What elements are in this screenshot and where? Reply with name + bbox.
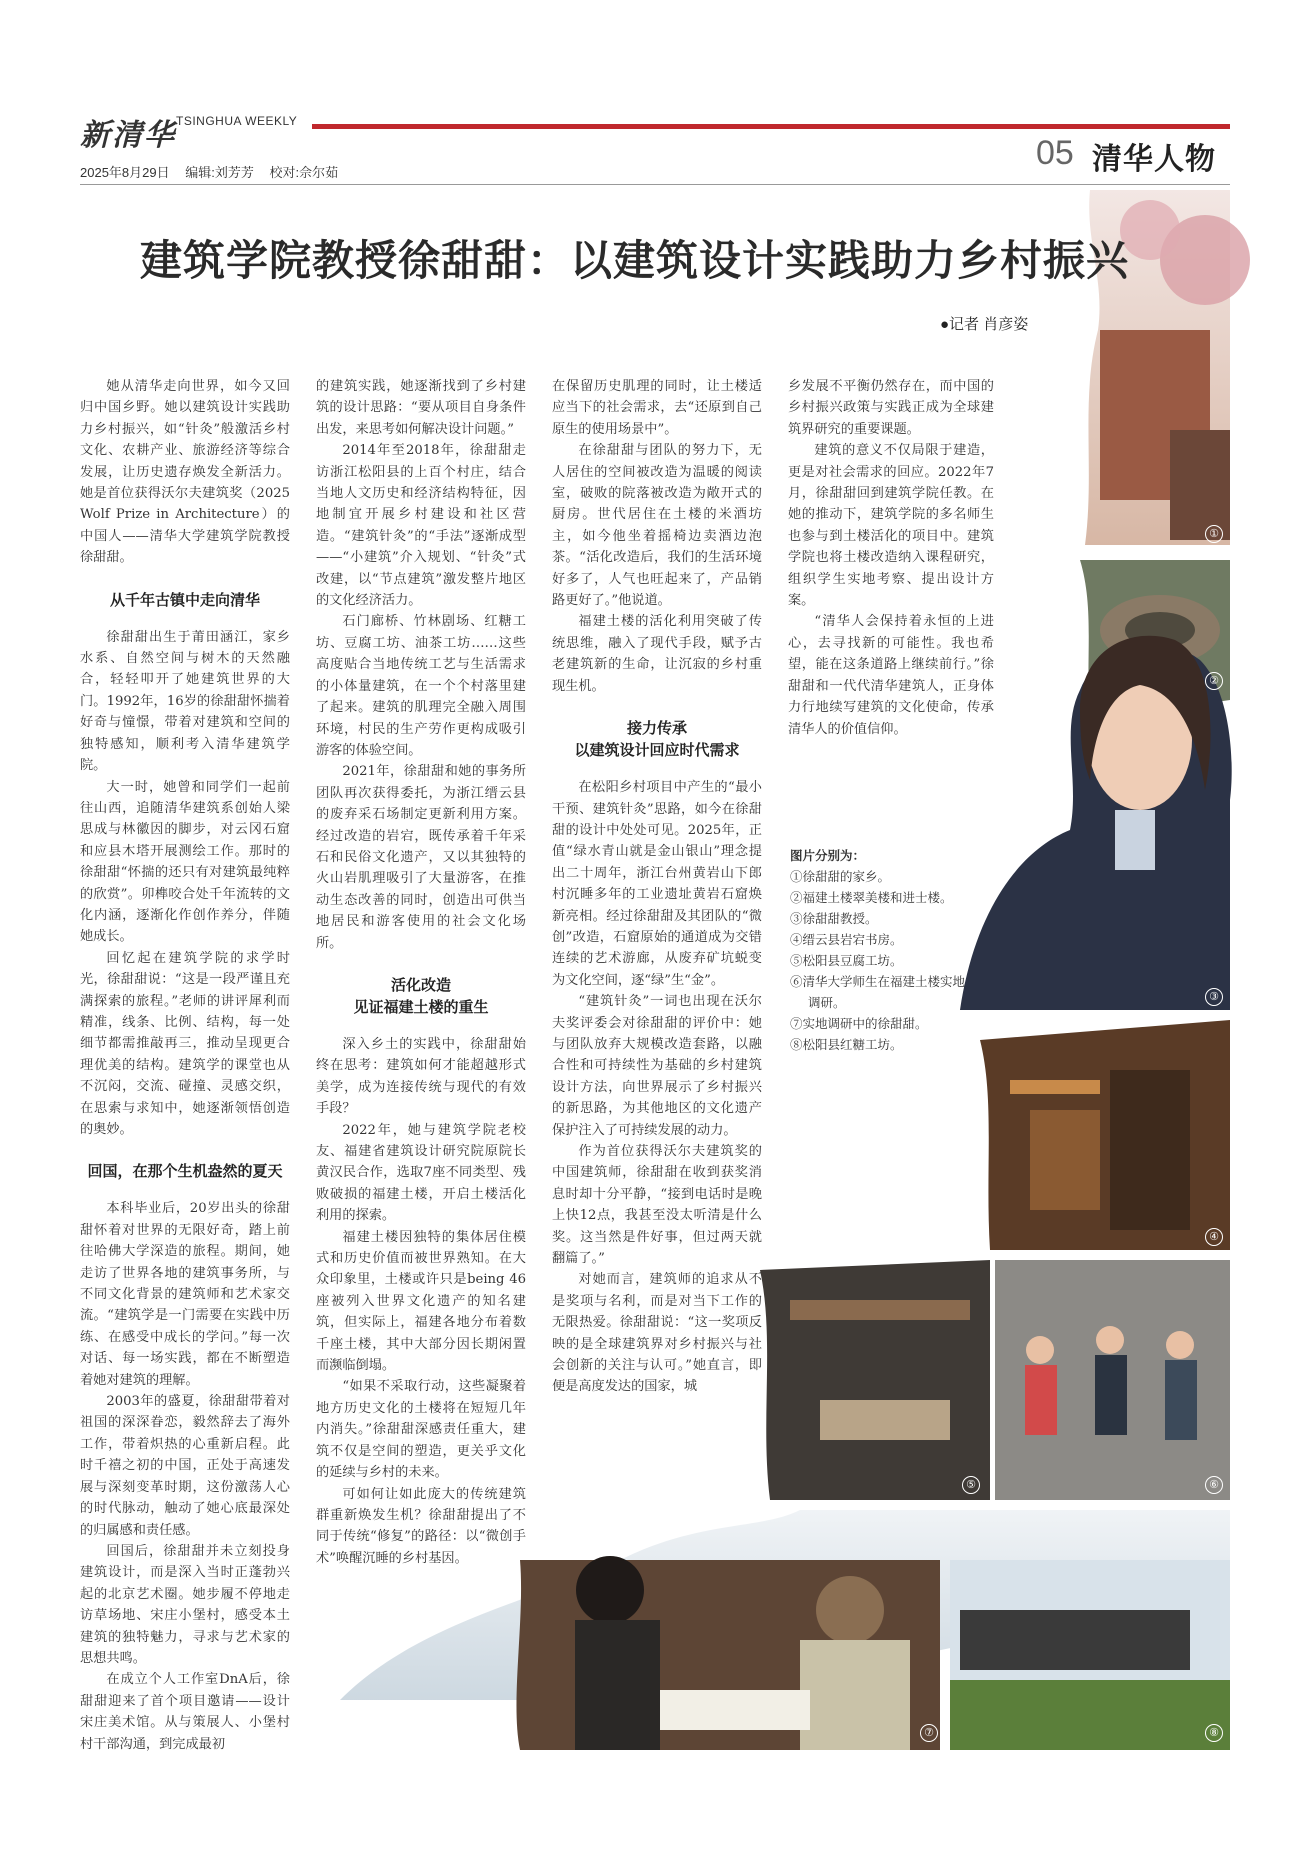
- paragraph: 石门廊桥、竹林剧场、红糖工坊、豆腐工坊、油茶工坊……这些高度贴合当地传统工艺与生活需求的小体量建筑，在一个个村落里建了起来。建筑的肌理完全融入周围环境，村民的生产劳作更构成吸引游客的体验空间。: [316, 614, 526, 758]
- paragraph: 回忆起在建筑学院的求学时光，徐甜甜说：“这是一段严谨且充满探索的旅程。”老师的讲评犀利而精准，线条、比例、结构，每一处细节都需推敲再三，推动呈现更合理优美的结构。建筑学的课堂也从不沉闷，交流、碰撞、灵感交织，在思索与求知中，她逐渐领悟创造的奥妙。: [80, 950, 290, 1137]
- paragraph: 2022年，她与建筑学院老校友、福建省建筑设计研究院原院长黄汉民合作，选取7座不同类型、残败破损的福建土楼，开启土楼活化利用的探索。: [316, 1122, 526, 1224]
- photo-onsite: [516, 1556, 940, 1750]
- paragraph: 在成立个人工作室DnA后，徐甜甜迎来了首个项目邀请——设计宋庄美术馆。从与策展人、小堡村村干部沟通，到完成最初: [80, 1672, 290, 1752]
- photo-marker-4: ④: [1205, 1228, 1223, 1246]
- paragraph: “建筑针灸”一词也出现在沃尔夫奖评委会对徐甜甜的评价中：她与团队放弃大规模改造套路，以融合性和可持续性为基础的乡村建筑设计方法，向世界展示了乡村振兴的新思路，为其他地区的文化遗产保护注入了可持续发展的动力。: [552, 994, 762, 1138]
- article-column-4: [788, 376, 994, 740]
- paragraph: 在徐甜甜与团队的努力下，无人居住的空间被改造为温暖的阅读室，破败的院落被改造为敞开式的厨房。世代居住在土楼的米酒坊主，如今他坐着摇椅边卖酒边泡茶。“活化改造后，我们的生活环境好多了，人气也旺起来了，产品销路更好了。”他说道。: [552, 443, 762, 609]
- photo-marker-7: ⑦: [920, 1724, 938, 1742]
- paragraph: 2014年至2018年，徐甜甜走访浙江松阳县的上百个村庄，结合当地人文历史和经济结构特征，因地制宜开展乡村建设和社区营造。“建筑针灸”的“手法”逐渐成型——“小建筑”介入规划、“针灸”式改建，以“节点建筑”激发整片地区的文化经济活力。: [316, 443, 526, 609]
- paragraph: 她从清华走向世界，如今又回归中国乡野。她以建筑设计实践助力乡村振兴，如“针灸”般激活乡村文化、农耕产业、旅游经济等综合发展，让历史遗存焕发全新活力。她是首位获得沃尔夫建筑奖（2025 Wolf Prize in Architecture）的中国人——清华大学建筑学院教授徐甜甜。: [80, 379, 290, 566]
- section-heading: 回国，在那个生机盎然的夏天: [87, 1162, 283, 1181]
- caption-item: ⑥清华大学师生在福建土楼实地调研。: [790, 974, 966, 1010]
- paragraph: 福建土楼因独特的集体居住模式和历史价值而被世界熟知。在大众印象里，土楼或许只是being 46座被列入世界文化遗产的知名建筑，但实际上，福建各地分布着数千座土楼，其中大部分因长期闲置而濒临倒塌。: [316, 1229, 526, 1374]
- paragraph: 可如何让如此庞大的传统建筑群重新焕发生机？徐甜甜提出了不同于传统“修复”的路径：以“微创手术”唤醒沉睡的乡村基因。: [316, 1486, 526, 1566]
- paragraph: 深入乡土的实践中，徐甜甜始终在思考：建筑如何才能超越形式美学，成为连接传统与现代的有效手段？: [316, 1036, 526, 1117]
- section-heading: 从千年古镇中走向清华: [109, 590, 260, 609]
- issue-date: 2025年8月29日: [80, 165, 170, 180]
- article-column-2: [316, 376, 526, 1569]
- paragraph: 回国后，徐甜甜并未立刻投身建筑设计，而是深入当时正蓬勃兴起的北京艺术圈。她步履不停地走访草场地、宋庄小堡村，感受本土建筑的独特魅力，寻求与艺术家的思想共鸣。: [80, 1543, 290, 1666]
- paragraph: 在松阳乡村项目中产生的“最小干预、建筑针灸”思路，如今在徐甜甜的设计中处处可见。2025年，正值“绿水青山就是金山银山”理念提出二十周年，浙江台州黄岩山下郎村沉睡多年的工业遗址黄岩石窟焕新亮相。经过徐甜甜及其团队的“微创”改造，石窟原始的通道成为交错连续的艺术游廊，从废弃矿坑蜕变为文化空间，逐“绿”生“金”。: [552, 780, 762, 988]
- paragraph: 对她而言，建筑师的追求从不是奖项与名利，而是对当下工作的无限热爱。徐甜甜说：“这一奖项反映的是全球建筑界对乡村振兴与社会创新的关注与认可。”她直言，即便是高度发达的国家，城: [552, 1272, 762, 1395]
- caption-item: ⑤松阳县豆腐工坊。: [790, 953, 903, 968]
- paragraph: 2021年，徐甜甜和她的事务所团队再次获得委托，为浙江缙云县的废弃采石场制定更新利用方案。经过改造的岩宕，既传承着千年采石和民俗文化遗产，又以其独特的火山岩肌理吸引了大量游客，在推动生态改善的同时，创造出可供当地居民和游客使用的社会文化场所。: [316, 764, 526, 951]
- section-heading: 接力传承 以建筑设计回应时代需求: [574, 719, 740, 760]
- section-heading: 活化改造 见证福建土楼的重生: [353, 975, 489, 1016]
- photo-field-research: [995, 1260, 1230, 1500]
- photo-marker-6: ⑥: [1205, 1476, 1223, 1494]
- photo-marker-8: ⑧: [1205, 1724, 1223, 1742]
- paragraph: 在保留历史肌理的同时，让土楼适应当下的社会需求，去“还原到自己原生的使用场景中”。: [552, 379, 762, 437]
- newspaper-subtitle: TSINGHUA WEEKLY: [176, 114, 298, 128]
- section-title: 清华人物: [1092, 142, 1216, 177]
- paragraph: “如果不采取行动，这些凝聚着地方历史文化的土楼将在短短几年内消失。”徐甜甜深感责任重大，建筑不仅是空间的塑造，更关乎文化的延续与乡村的未来。: [316, 1379, 526, 1481]
- paragraph: “清华人会保持着永恒的上进心，去寻找新的可能性。我也希望，能在这条道路上继续前行。”徐甜甜和一代代清华建筑人，正身体力行地续写建筑的文化使命，传承清华人的价值信仰。: [788, 614, 994, 737]
- paragraph: 作为首位获得沃尔夫建筑奖的中国建筑师，徐甜甜在收到获奖消息时却十分平静，“接到电话时是晚上快12点，我甚至没太听清是什么奖。这当然是件好事，但过两天就翻篇了。”: [552, 1144, 762, 1267]
- caption-item: ③徐甜甜教授。: [790, 911, 878, 926]
- caption-item: ⑦实地调研中的徐甜甜。: [790, 1016, 928, 1031]
- page-number: 05: [1036, 134, 1074, 172]
- proofreader-credit: 校对:佘尔茹: [269, 165, 339, 180]
- photo-tofu-workshop: [760, 1260, 990, 1500]
- article-byline: ●记者 肖彦姿: [940, 316, 1029, 333]
- photo-marker-2: ②: [1205, 672, 1223, 690]
- paragraph: 福建土楼的活化利用突破了传统思维，融入了现代手段，赋予古老建筑新的生命，让沉寂的乡村重现生机。: [552, 614, 762, 694]
- photo-marker-5: ⑤: [962, 1476, 980, 1494]
- caption-item: ④缙云县岩宕书房。: [790, 932, 903, 947]
- caption-item: ②福建土楼翠美楼和进士楼。: [790, 890, 953, 905]
- newspaper-logo: 新清华: [80, 118, 176, 153]
- captions-title: 图片分别为：: [790, 848, 866, 863]
- paragraph: 徐甜甜出生于莆田涵江，家乡水系、自然空间与树木的天然融合，轻轻叩开了她建筑世界的大门。1992年，16岁的徐甜甜怀揣着好奇与憧憬，带着对建筑和空间的独特感知，顺利考入清华建筑学院。: [80, 629, 290, 774]
- paragraph: 本科毕业后，20岁出头的徐甜甜怀着对世界的无限好奇，踏上前往哈佛大学深造的旅程。期间，她走访了世界各地的建筑事务所，与不同文化背景的建筑师和艺术家交流。“建筑学是一门需要在实践中历练、在感受中成长的学问。”每一次对话、每一场实践，都在不断塑造着她对建筑的理解。: [80, 1201, 290, 1388]
- photo-sugar-workshop: [950, 1560, 1230, 1750]
- caption-item: ①徐甜甜的家乡。: [790, 869, 891, 884]
- paragraph: 的建筑实践，她逐渐找到了乡村建筑的设计思路：“要从项目自身条件出发，来思考如何解决设计问题。”: [316, 379, 526, 437]
- paragraph: 建筑的意义不仅局限于建造，更是对社会需求的回应。2022年7月，徐甜甜回到建筑学院任教。在她的推动下，建筑学院的多名师生也参与到土楼活化的项目中。建筑学院也将土楼改造纳入课程研究，组织学生实地考察、提出设计方案。: [788, 443, 994, 609]
- article-title: 建筑学院教授徐甜甜：以建筑设计实践助力乡村振兴: [140, 236, 1130, 285]
- photo-portrait: [960, 636, 1232, 1010]
- photo-marker-1: ①: [1205, 525, 1223, 543]
- caption-item: ⑧松阳县红糖工坊。: [790, 1037, 903, 1052]
- photo-quarry: [980, 1020, 1230, 1250]
- paragraph: 大一时，她曾和同学们一起前往山西，追随清华建筑系创始人梁思成与林徽因的脚步，对云冈石窟和应县木塔开展测绘工作。那时的徐甜甜“怀揣的还只有对建筑最纯粹的欣赏”。卯榫咬合处千年流转的文化内涵，逐渐化作创作养分，伴随她成长。: [80, 779, 290, 945]
- photo-captions: [790, 845, 970, 1055]
- article-column-1: [80, 376, 290, 1755]
- editor-credit: 编辑:刘芳芳: [185, 165, 254, 180]
- photo-marker-3: ③: [1205, 988, 1223, 1006]
- paragraph: 乡发展不平衡仍然存在，而中国的乡村振兴政策与实践正成为全球建筑界研究的重要课题。: [788, 379, 994, 437]
- article-column-3: [552, 376, 762, 1398]
- paragraph: 2003年的盛夏，徐甜甜带着对祖国的深深眷恋，毅然辞去了海外工作，带着炽热的心重新启程。此时千禧之初的中国，正处于高速发展与深刻变革时期，这份激荡人心的时代脉动，触动了她心底最深处的归属感和责任感。: [80, 1394, 290, 1538]
